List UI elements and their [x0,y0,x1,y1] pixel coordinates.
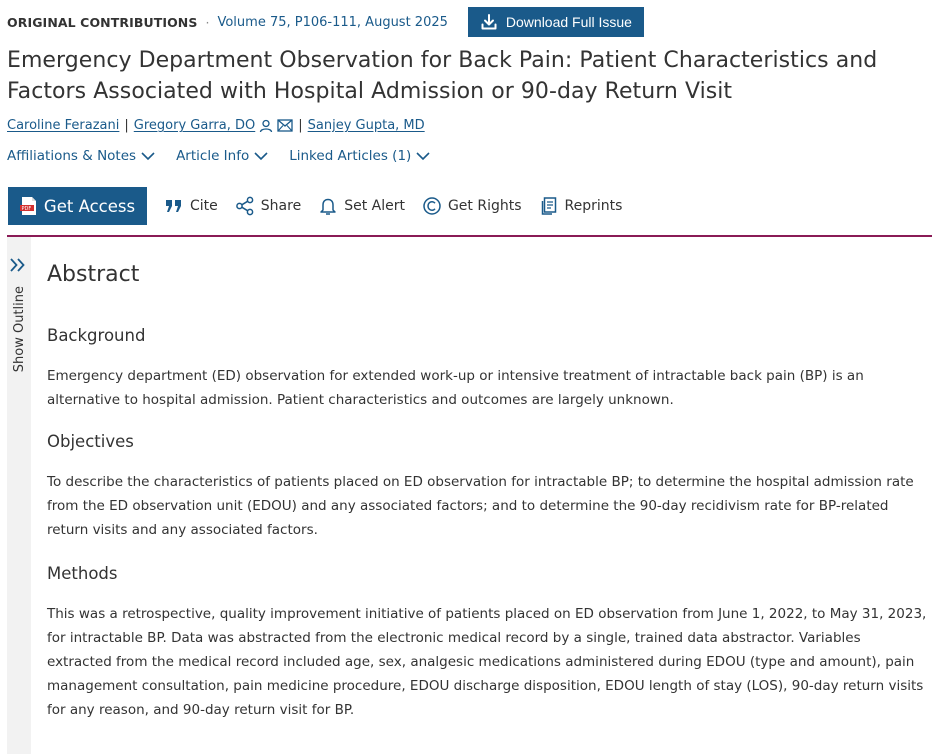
affiliations-notes-toggle[interactable] [7,148,156,164]
section-divider [7,235,932,237]
show-outline-label: Show Outline [11,285,27,373]
share-button[interactable] [235,196,301,216]
objectives-heading: Objectives [47,432,134,451]
separator-dot: · [205,14,210,30]
set-alert-button[interactable] [318,196,405,216]
download-label: Download Full Issue [505,14,632,30]
reprints-button[interactable] [539,196,623,216]
chevron-down-icon [253,151,269,161]
affiliations-label: Affiliations & Notes [7,148,137,164]
objectives-text: To describe the characteristics of patients placed on ED observation for intractable BP; to determine the hospital admission rate from the ED observation unit (EDOU) and any associated factors; and to determine the 90-day recidivism rate for BP-related return visits and any associated factors. [47,474,914,538]
author-separator: | [298,118,303,133]
article-title: Emergency Department Observation for Back Pain: Patient Characteristics and Factors Associated with Hospital Admission or 90-day Return Visit [7,48,878,104]
author-separator: | [124,118,129,133]
background-heading: Background [47,326,146,345]
get-access-label: Get Access [43,196,136,216]
methods-text: This was a retrospective, quality improvement initiative of patients placed on ED observation from June 1, 2022, to May 31, 2023, for intractable BP. Data was abstracted from the electronic medical record by a single, trained data abstractor. Variables extracted from the medical record included age, sex, analgesic medications administered during EDOU (type and amount), pain management consultation, pain medicine procedure, EDOU discharge disposition, EDOU length of stay (LOS), 90-day return visits for any reason, and 90-day return visit for BP. [47,606,927,718]
volume-details: , P106-111, August 2025 [286,14,448,30]
article-toolbar [8,187,622,225]
double-chevron-right-icon[interactable] [9,257,27,273]
copyright-icon [422,196,442,216]
reprints-icon [539,196,559,216]
download-icon [480,13,498,31]
get-rights-button[interactable] [422,196,522,216]
volume-info [217,15,447,30]
author-link[interactable]: Caroline Ferazani [7,118,120,133]
show-outline-toggle[interactable] [7,284,31,374]
bell-icon [318,196,338,216]
pdf-icon [20,196,38,216]
volume-link[interactable]: Volume 75 [217,14,287,30]
set-alert-label: Set Alert [344,198,405,214]
article-header-line [7,7,644,37]
download-full-issue-button[interactable] [468,7,644,37]
article-info-label: Article Info [176,148,250,164]
methods-heading: Methods [47,564,118,583]
article-info-toggle[interactable] [176,148,269,164]
svg-text:PDF: PDF [21,206,32,212]
author-link[interactable]: Gregory Garra, DO [133,118,256,133]
share-icon [235,196,255,216]
get-access-button[interactable] [8,187,147,225]
article-meta-links [7,148,451,164]
share-label: Share [260,198,302,214]
linked-articles-toggle[interactable] [289,148,431,164]
cite-button[interactable] [164,198,218,214]
chevron-down-icon [140,151,156,161]
author-link[interactable]: Sanjey Gupta, MD [307,118,425,133]
linked-articles-label: Linked Articles (1) [289,148,412,164]
chevron-down-icon [415,151,431,161]
section-label: ORIGINAL CONTRIBUTIONS [7,14,198,30]
cite-label: Cite [190,198,218,214]
author-list [7,118,425,133]
abstract-content [47,255,927,722]
person-icon[interactable] [259,119,273,133]
show-outline-sidebar[interactable] [7,237,31,754]
background-text: Emergency department (ED) observation for extended work-up or intensive treatment of intractable back pain (BP) is an alternative to hospital admission. Patient characteristics and outcomes are largely unknown. [47,368,864,408]
get-rights-label: Get Rights [447,198,522,214]
abstract-heading: Abstract [47,262,140,287]
quote-icon [164,198,184,214]
email-icon[interactable] [277,119,293,132]
reprints-label: Reprints [564,198,623,214]
